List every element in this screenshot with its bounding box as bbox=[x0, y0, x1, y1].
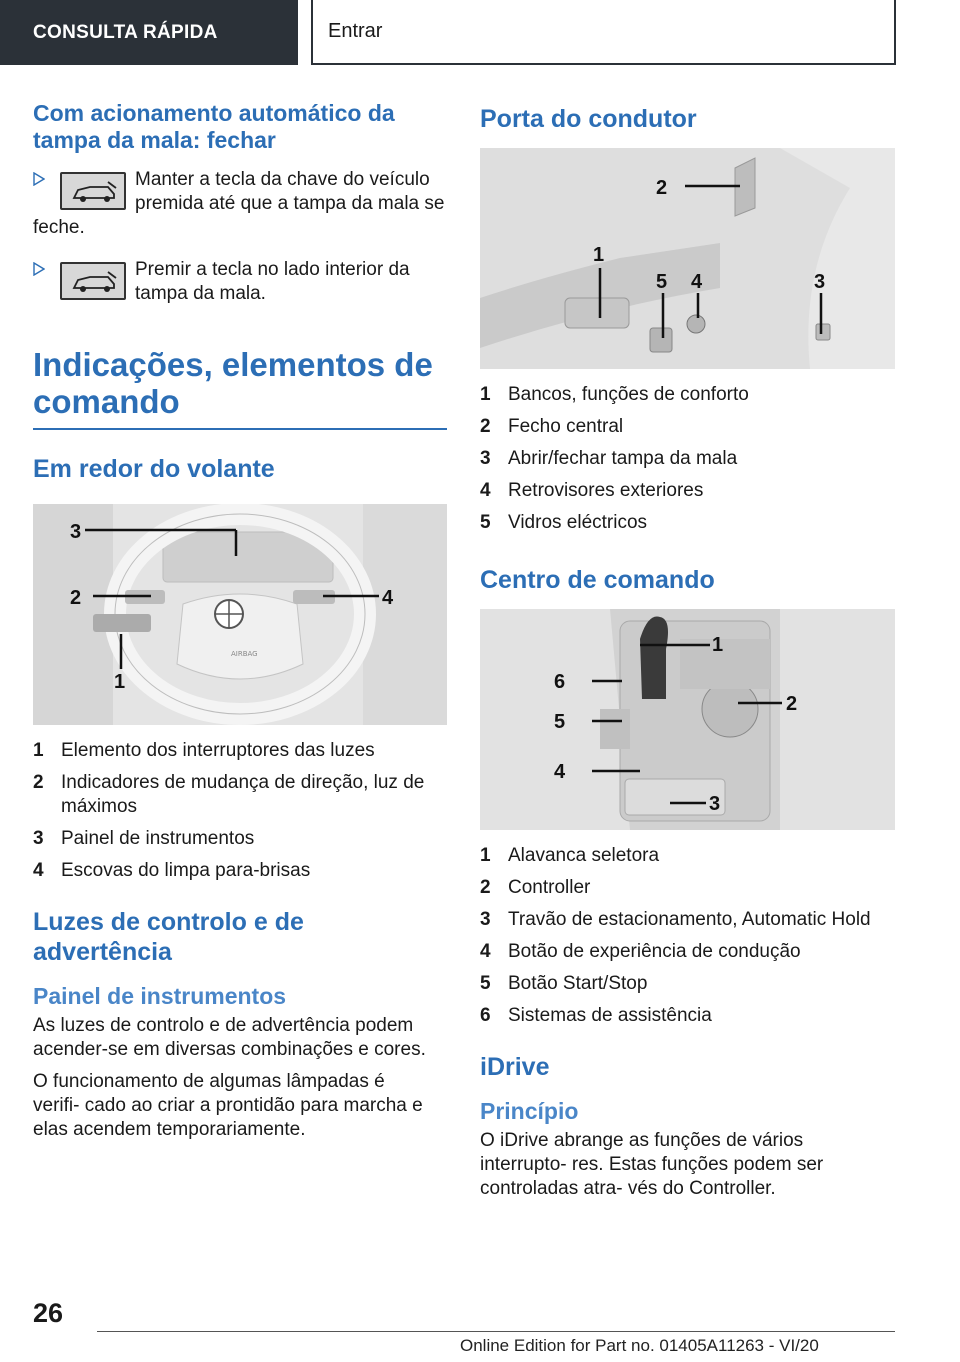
step-1 bbox=[33, 168, 447, 240]
list-item bbox=[480, 844, 895, 868]
idrive-heading: iDrive bbox=[480, 1053, 550, 1081]
center-callout-4: 4 bbox=[554, 761, 566, 783]
item-text: Sistemas de assistência bbox=[508, 1005, 712, 1026]
wheel-callout-1: 1 bbox=[114, 671, 126, 693]
list-item bbox=[480, 908, 895, 932]
wheel-callout-2: 2 bbox=[70, 587, 82, 609]
list-item bbox=[480, 415, 895, 439]
item-number: 4 bbox=[33, 860, 44, 881]
list-item bbox=[33, 859, 447, 883]
item-text: Elemento dos interruptores das luzes bbox=[61, 740, 375, 761]
item-number: 3 bbox=[480, 448, 491, 469]
item-number: 2 bbox=[33, 772, 44, 793]
principle-heading: Princípio bbox=[480, 1098, 579, 1124]
list-item bbox=[480, 383, 895, 407]
list-item bbox=[480, 447, 895, 471]
airbag-badge: AIRBAG bbox=[231, 650, 258, 658]
item-text: Bancos, funções de conforto bbox=[508, 384, 749, 405]
item-number: 1 bbox=[480, 845, 491, 866]
item-text: Botão de experiência de condução bbox=[508, 941, 801, 962]
heading-rule bbox=[33, 428, 447, 430]
item-number: 1 bbox=[33, 740, 44, 761]
center-callout-2: 2 bbox=[786, 693, 798, 715]
panel-paragraph-1: As luzes de controlo e de advertência podem acender-se em diversas combinações e cores. bbox=[33, 1015, 426, 1060]
trunk-close-icon bbox=[60, 172, 126, 210]
step-2-text: Premir a tecla no lado interior da tampa da mala. bbox=[135, 259, 410, 304]
door-callout-3: 3 bbox=[814, 271, 826, 293]
steering-wheel-image bbox=[33, 504, 447, 725]
step-1-text: Manter a tecla da chave do veículo premida até que a tampa da mala se feche. bbox=[33, 169, 445, 238]
wheel-callout-4: 4 bbox=[382, 587, 394, 609]
item-number: 4 bbox=[480, 480, 491, 501]
center-callout-1: 1 bbox=[712, 634, 724, 656]
list-item bbox=[33, 771, 447, 819]
item-text: Painel de instrumentos bbox=[61, 828, 255, 849]
principle-text: O iDrive abrange as funções de vários interrupto- res. Estas funções podem ser controladas atra- vés do Controller. bbox=[480, 1130, 824, 1199]
item-text: Alavanca seletora bbox=[508, 845, 660, 866]
item-number: 1 bbox=[480, 384, 491, 405]
item-text: Escovas do limpa para-brisas bbox=[61, 860, 311, 881]
center-callout-5: 5 bbox=[554, 711, 566, 733]
wheel-heading: Em redor do volante bbox=[33, 455, 275, 483]
item-text: Abrir/fechar tampa da mala bbox=[508, 448, 738, 469]
topic-label: Entrar bbox=[328, 20, 383, 42]
panel-paragraph-2: O funcionamento de algumas lâmpadas é verifi- cado ao criar a prontidão para marcha e elas acendem temporariamente. bbox=[33, 1071, 423, 1140]
item-number: 4 bbox=[480, 941, 491, 962]
topic-box bbox=[311, 0, 896, 65]
center-callout-6: 6 bbox=[554, 671, 566, 693]
door-heading: Porta do condutor bbox=[480, 105, 697, 133]
triangle-bullet-icon bbox=[33, 172, 45, 186]
item-number: 6 bbox=[480, 1005, 491, 1026]
page-number: 26 bbox=[33, 1298, 64, 1328]
section-tab bbox=[0, 0, 298, 65]
item-number: 2 bbox=[480, 877, 491, 898]
list-item bbox=[480, 511, 895, 535]
item-text: Travão de estacionamento, Automatic Hold bbox=[508, 909, 871, 930]
item-number: 3 bbox=[480, 909, 491, 930]
list-item bbox=[480, 1004, 895, 1028]
center-heading: Centro de comando bbox=[480, 566, 715, 594]
door-callout-1: 1 bbox=[593, 244, 605, 266]
right-column bbox=[480, 100, 895, 1201]
list-item bbox=[480, 940, 895, 964]
list-item bbox=[33, 739, 447, 763]
wheel-callout-3: 3 bbox=[70, 521, 82, 543]
item-text: Retrovisores exteriores bbox=[508, 480, 704, 501]
item-text: Vidros eléctricos bbox=[508, 512, 648, 533]
trunk-close-icon bbox=[60, 262, 126, 300]
door-list bbox=[480, 383, 895, 535]
item-number: 5 bbox=[480, 512, 491, 533]
edition-text: Online Edition for Part no. 01405A11263 - VI/20 bbox=[460, 1336, 819, 1355]
item-text: Indicadores de mudança de direção, luz de máximos bbox=[61, 772, 425, 817]
lights-heading: Luzes de controlo e de advertência bbox=[33, 908, 304, 966]
item-number: 3 bbox=[33, 828, 44, 849]
list-item bbox=[480, 479, 895, 503]
driver-door-image bbox=[480, 148, 895, 369]
control-center-image bbox=[480, 609, 895, 830]
item-number: 5 bbox=[480, 973, 491, 994]
trunk-heading: Com acionamento automático da tampa da mala: fechar bbox=[33, 100, 395, 153]
list-item bbox=[480, 876, 895, 900]
main-heading: Indicações, elementos de comando bbox=[33, 346, 433, 420]
footer-rule bbox=[97, 1331, 895, 1332]
center-list bbox=[480, 844, 895, 1028]
list-item bbox=[480, 972, 895, 996]
item-text: Botão Start/Stop bbox=[508, 973, 648, 994]
left-column bbox=[33, 100, 447, 1142]
step-2 bbox=[33, 258, 447, 306]
item-text: Fecho central bbox=[508, 416, 624, 437]
door-callout-5: 5 bbox=[656, 271, 668, 293]
panel-heading: Painel de instrumentos bbox=[33, 983, 287, 1009]
item-text: Controller bbox=[508, 877, 591, 898]
section-label: CONSULTA RÁPIDA bbox=[33, 21, 218, 43]
door-callout-2: 2 bbox=[656, 177, 668, 199]
door-callout-4: 4 bbox=[691, 271, 703, 293]
center-callout-3: 3 bbox=[709, 793, 721, 815]
list-item bbox=[33, 827, 447, 851]
triangle-bullet-icon bbox=[33, 262, 45, 276]
wheel-list bbox=[33, 739, 447, 883]
item-number: 2 bbox=[480, 416, 491, 437]
